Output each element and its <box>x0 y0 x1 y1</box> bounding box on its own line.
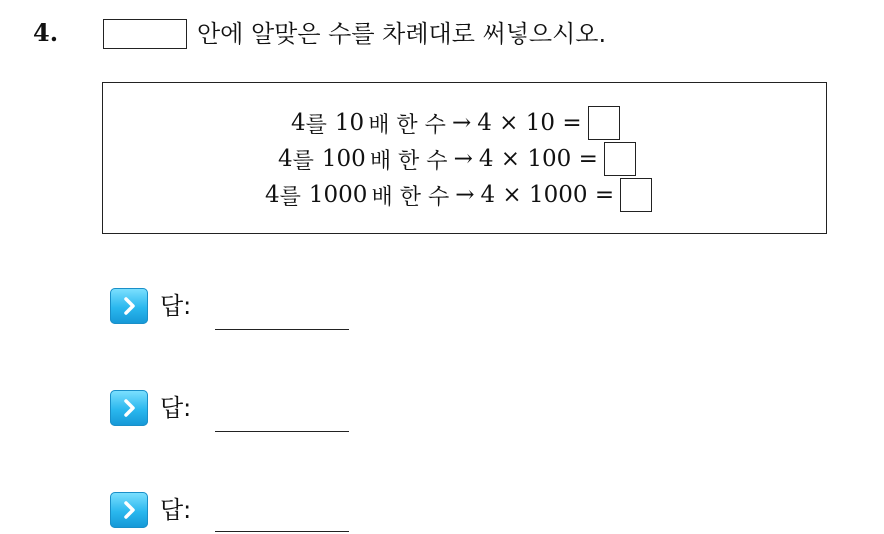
arrow-icon: → <box>453 146 473 172</box>
eq-suffix: 배 한 수 <box>369 148 448 174</box>
chevron-right-icon <box>110 492 148 528</box>
eq-particle: 를 <box>292 148 314 174</box>
eq-multiplier: 100 <box>321 146 366 172</box>
eq-multiplier: 1000 <box>308 182 368 208</box>
equation-line-1 <box>291 105 620 141</box>
answer-blank-line[interactable] <box>215 530 349 532</box>
eq-expression: 4 × 10 = <box>477 110 582 136</box>
answer-row-1 <box>110 288 349 330</box>
eq-base: 4 <box>265 182 280 208</box>
eq-suffix: 배 한 수 <box>368 112 446 138</box>
answer-row-3 <box>110 492 349 532</box>
eq-particle: 를 <box>279 184 301 210</box>
prompt-blank-box <box>103 19 187 49</box>
answer-blank-box[interactable] <box>588 106 620 140</box>
equation-line-2 <box>278 141 636 177</box>
answer-blank-line[interactable] <box>215 328 349 330</box>
answer-blank-box[interactable] <box>604 142 636 176</box>
answer-label: 답: <box>160 496 192 524</box>
eq-expression: 4 × 1000 = <box>480 182 615 208</box>
eq-multiplier: 10 <box>334 110 365 136</box>
arrow-icon: → <box>451 110 472 136</box>
chevron-right-icon <box>110 288 148 324</box>
eq-base: 4 <box>278 146 293 172</box>
answer-label: 답: <box>160 292 192 320</box>
answer-blank-line[interactable] <box>215 430 349 432</box>
question-number: 4. <box>33 18 59 47</box>
equation-frame <box>102 82 827 234</box>
arrow-icon: → <box>455 182 475 208</box>
answer-blank-box[interactable] <box>620 178 652 212</box>
eq-particle: 를 <box>305 112 327 138</box>
eq-expression: 4 × 100 = <box>478 146 598 172</box>
answer-row-2 <box>110 390 349 432</box>
question-prompt <box>103 18 606 50</box>
equation-line-3 <box>265 177 652 213</box>
eq-base: 4 <box>291 110 306 136</box>
instruction-text: 안에 알맞은 수를 차례대로 써넣으시오. <box>197 20 607 48</box>
eq-suffix: 배 한 수 <box>371 184 450 210</box>
answer-label: 답: <box>160 394 192 422</box>
chevron-right-icon <box>110 390 148 426</box>
